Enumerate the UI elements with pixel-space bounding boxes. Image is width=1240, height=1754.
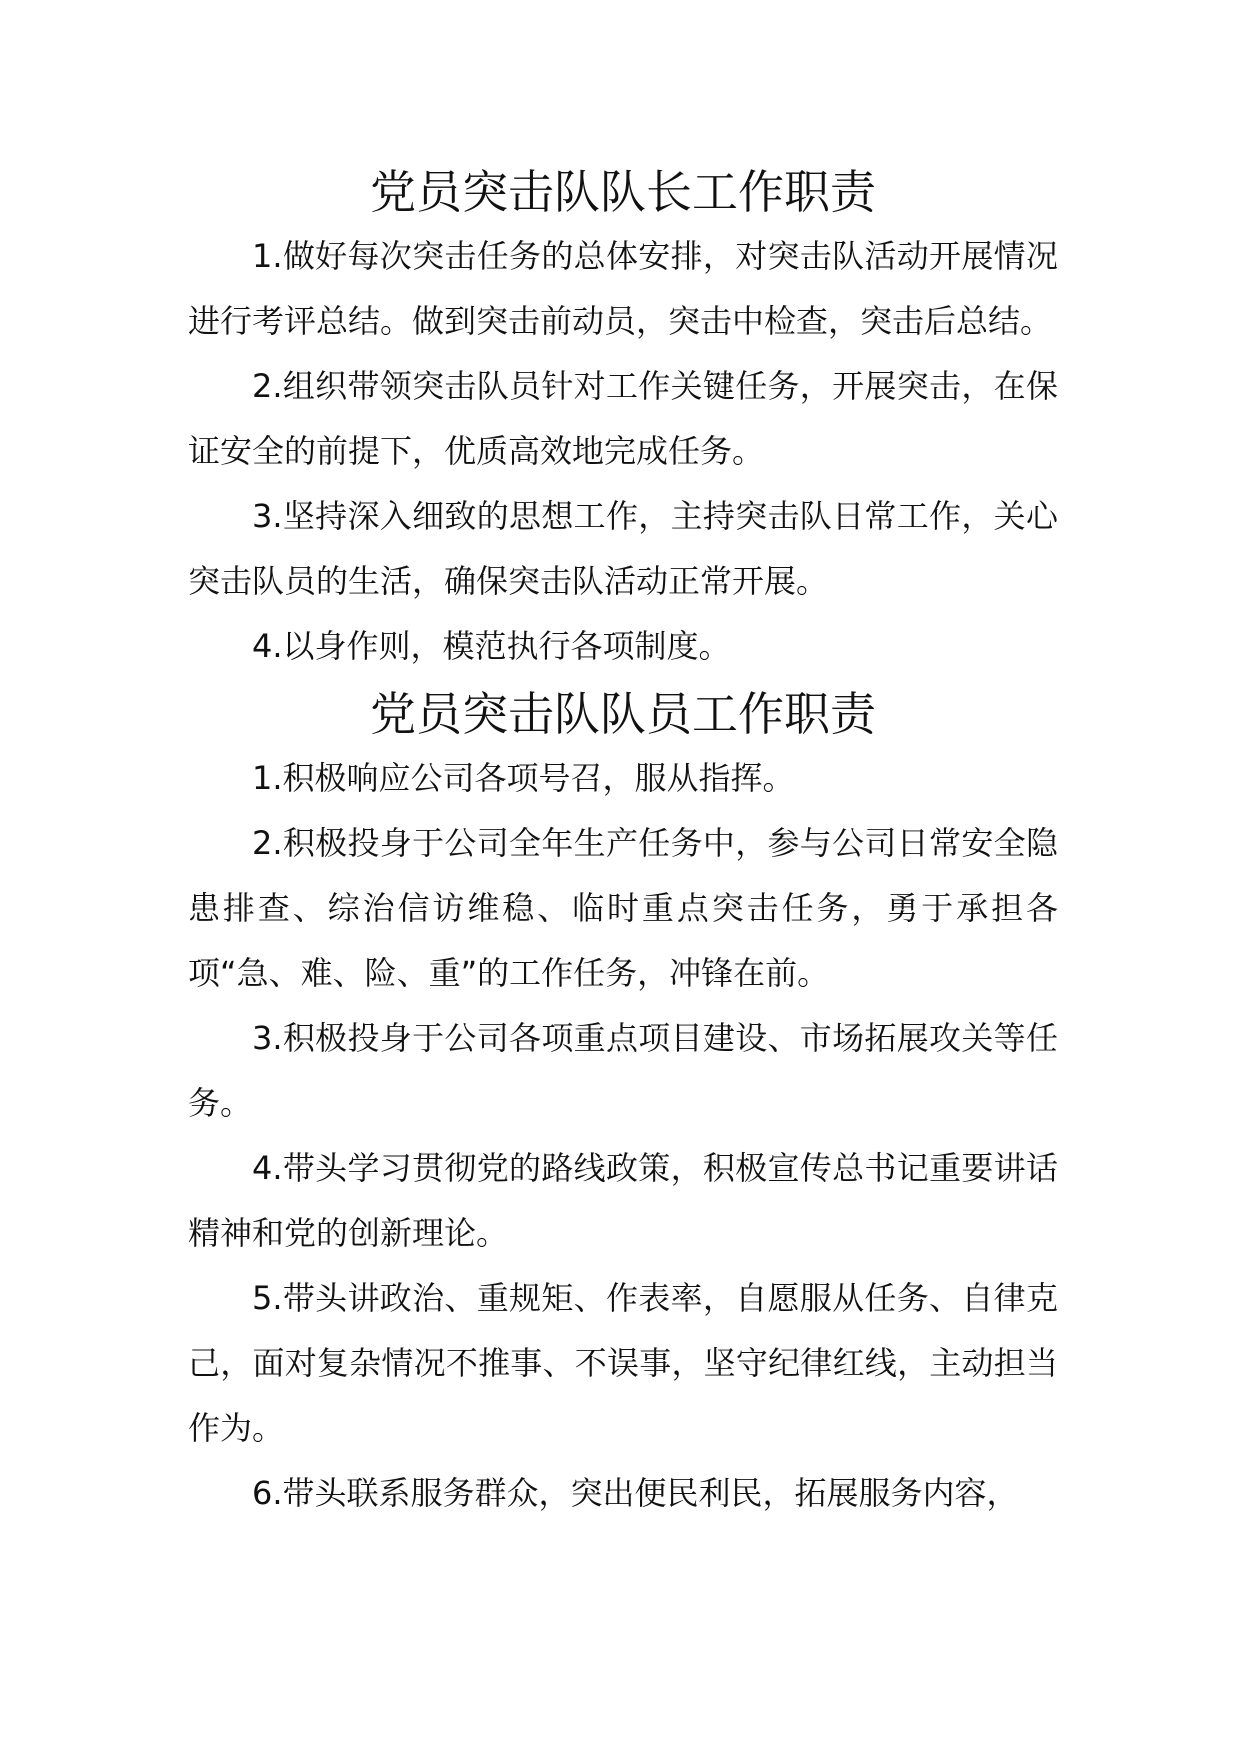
member-duty-1: 1.积极响应公司各项号召，服从指挥。 xyxy=(252,759,795,797)
member-duty-5: 5.带头讲政治、重规矩、作表率，自愿服从任务、自律克己，面对复杂情况不推事、不误事，坚守纪律红线，主动担当作为。 xyxy=(188,1279,1058,1447)
member-duty-2: 2.积极投身于公司全年生产任务中，参与公司日常安全隐患排查、综治信访维稳、临时重点突击任务，勇于承担各项“急、难、险、重”的工作任务，冲锋在前。 xyxy=(188,824,1058,992)
document-page xyxy=(188,160,1058,1526)
captain-duty-3: 3.坚持深入细致的思想工作，主持突击队日常工作，关心突击队员的生活，确保突击队活动正常开展。 xyxy=(188,497,1058,600)
captain-duty-2: 2.组织带领突击队员针对工作关键任务，开展突击，在保证安全的前提下，优质高效地完成任务。 xyxy=(188,367,1058,470)
member-duty-6: 6.带头联系服务群众，突出便民利民，拓展服务内容， xyxy=(252,1474,1019,1512)
section-title-captain: 党员突击队队长工作职责 xyxy=(370,165,876,219)
member-duty-3: 3.积极投身于公司各项重点项目建设、市场拓展攻关等任务。 xyxy=(188,1019,1058,1122)
captain-duty-4: 4.以身作则，模范执行各项制度。 xyxy=(252,627,731,665)
member-duty-4: 4.带头学习贯彻党的路线政策，积极宣传总书记重要讲话精神和党的创新理论。 xyxy=(188,1149,1058,1252)
section-title-member: 党员突击队队员工作职责 xyxy=(370,687,876,741)
captain-duty-1: 1.做好每次突击任务的总体安排，对突击队活动开展情况进行考评总结。做到突击前动员，突击中检查，突击后总结。 xyxy=(188,237,1058,340)
